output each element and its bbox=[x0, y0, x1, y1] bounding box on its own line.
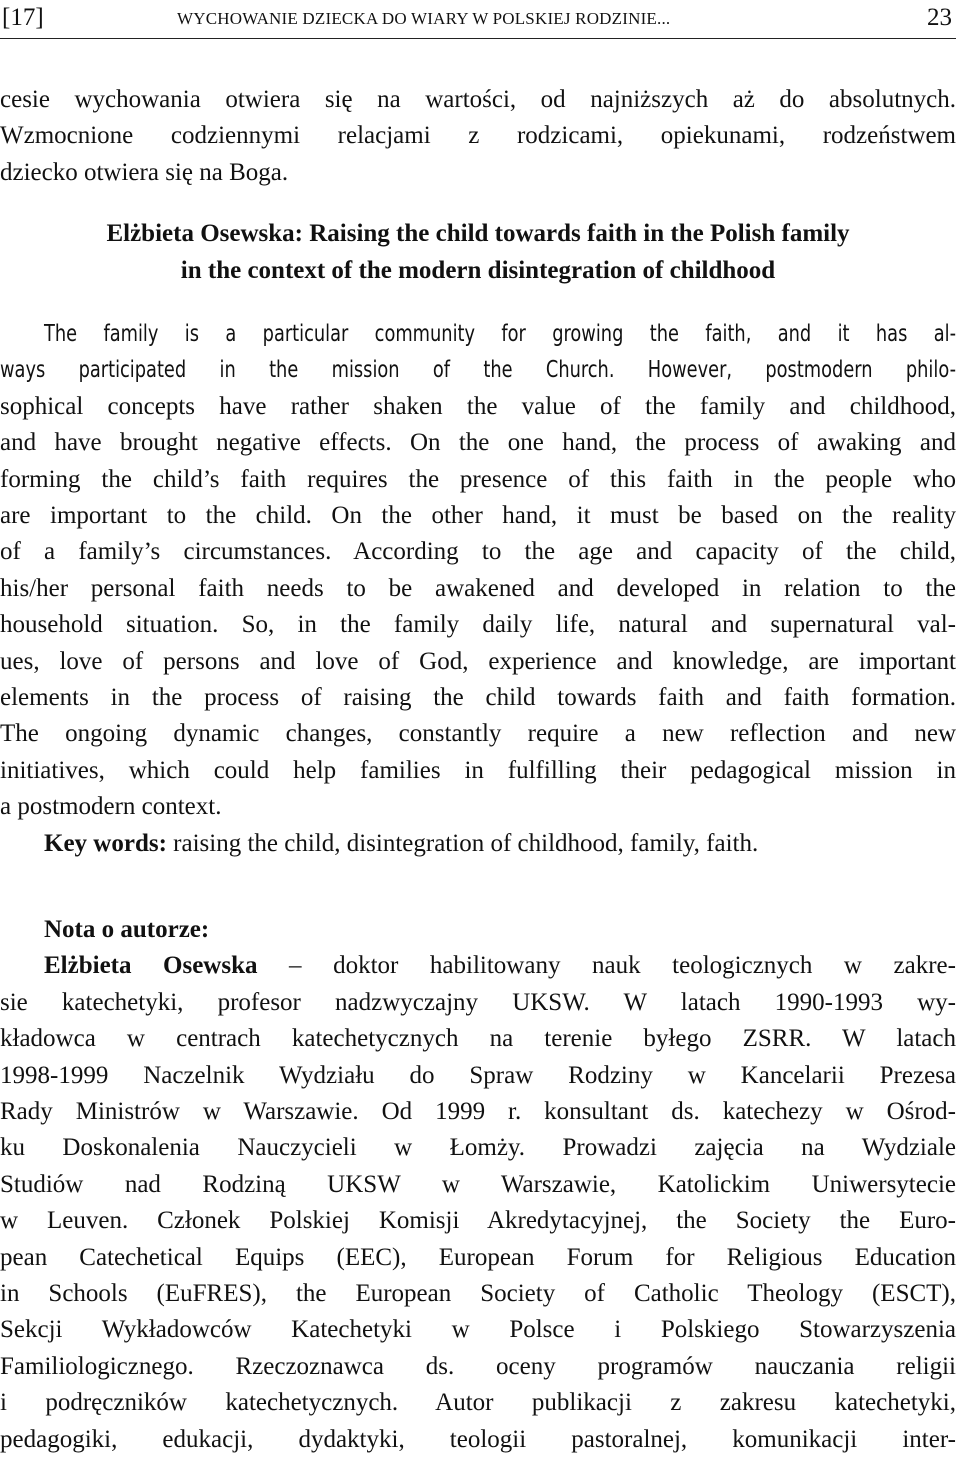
text-line bbox=[0, 316, 956, 352]
text-line bbox=[0, 948, 956, 984]
title-line: Elżbieta Osewska: Raising the child towards faith in the Polish family bbox=[106, 220, 850, 247]
author-name: Elżbieta Osewska bbox=[44, 952, 258, 980]
author-note-first-line: – doktor habilitowany nauk teologicznych w zakre- bbox=[257, 952, 956, 980]
text-line: and have brought negative effects. On the one hand, the process of awaking and bbox=[0, 429, 956, 457]
running-title: WYCHOWANIE DZIECKA DO WIARY W POLSKIEJ RODZINIE... bbox=[177, 9, 671, 28]
page-number: 23 bbox=[927, 4, 952, 31]
text-line: in Schools (EuFRES), the European Society of Catholic Theology (ESCT), bbox=[0, 1280, 956, 1308]
text-line: dziecko otwiera się na Boga. bbox=[0, 158, 289, 186]
text-line: 1998-1999 Naczelnik Wydziału do Spraw Rodziny w Kancelarii Prezesa bbox=[0, 1061, 956, 1089]
text-line: The ongoing dynamic changes, constantly require a new reflection and new bbox=[0, 720, 956, 748]
abstract-body bbox=[0, 316, 956, 862]
text-line: household situation. So, in the family daily life, natural and supernatural val- bbox=[0, 611, 956, 639]
abstract-title bbox=[0, 216, 956, 289]
author-note bbox=[0, 912, 956, 1458]
keywords-label: Key words: bbox=[44, 829, 167, 857]
text-line: of a family’s circumstances. According to the age and capacity of the child, bbox=[0, 538, 956, 566]
page-marker: [17] bbox=[2, 4, 44, 31]
text-line: sophical concepts have rather shaken the value of the family and childhood, bbox=[0, 392, 956, 420]
text-line: his/her personal faith needs to be awakened and developed in relation to the bbox=[0, 574, 956, 602]
text-line: Wzmocnione codziennymi relacjami z rodzicami, opiekunami, rodzeństwem bbox=[0, 122, 956, 150]
text-line: w Leuven. Członek Polskiej Komisji Akredytacyjnej, the Society the Euro- bbox=[0, 1207, 956, 1235]
sans-line-text: ways participated in the mission of the Church. However, postmodern philo- bbox=[0, 357, 956, 384]
intro-paragraph bbox=[0, 82, 956, 191]
keywords-line bbox=[0, 826, 956, 862]
text-line: are important to the child. On the other hand, it must be based on the reality bbox=[0, 502, 956, 530]
running-header bbox=[0, 0, 956, 39]
text-line: forming the child’s faith requires the presence of this faith in the people who bbox=[0, 465, 956, 493]
author-note-heading: Nota o autorze: bbox=[44, 916, 210, 943]
text-line: ku Doskonalenia Nauczycieli w Łomży. Prowadzi zajęcia na Wydziale bbox=[0, 1134, 956, 1162]
text-line: a postmodern context. bbox=[0, 793, 222, 821]
text-line: pean Catechetical Equips (EEC), European Forum for Religious Education bbox=[0, 1243, 956, 1271]
text-line: ues, love of persons and love of God, experience and knowledge, are important bbox=[0, 647, 956, 675]
sans-line-text: The family is a particular community for growing the faith, and it has al- bbox=[44, 321, 956, 347]
text-line: i podręczników katechetycznych. Autor publikacji z zakresu katechetyki, bbox=[0, 1389, 956, 1417]
text-line: pedagogiki, edukacji, dydaktyki, teologii pastoralnej, komunikacji inter- bbox=[0, 1425, 956, 1453]
title-line: in the context of the modern disintegration of childhood bbox=[180, 256, 776, 284]
text-line: kładowca w centrach katechetycznych na terenie byłego ZSRR. W latach bbox=[0, 1025, 956, 1053]
keywords-text: raising the child, disintegration of childhood, family, faith. bbox=[166, 829, 759, 857]
text-line: sie katechetyki, profesor nadzwyczajny UKSW. W latach 1990-1993 wy- bbox=[0, 988, 956, 1016]
text-line: Rady Ministrów w Warszawie. Od 1999 r. konsultant ds. katechezy w Ośrod- bbox=[0, 1098, 956, 1126]
text-line: Familiologicznego. Rzeczoznawca ds. oceny programów nauczania religii bbox=[0, 1352, 956, 1380]
text-line bbox=[0, 352, 956, 388]
text-line: initiatives, which could help families in fulfilling their pedagogical mission in bbox=[0, 756, 956, 784]
text-line: elements in the process of raising the child towards faith and faith formation. bbox=[0, 684, 956, 712]
text-line: cesie wychowania otwiera się na wartości, od najniższych aż do absolutnych. bbox=[0, 86, 956, 113]
text-line: Studiów nad Rodziną UKSW w Warszawie, Katolickim Uniwersytecie bbox=[0, 1170, 956, 1198]
text-line: Sekcji Wykładowców Katechetyki w Polsce i Polskiego Stowarzyszenia bbox=[0, 1316, 956, 1344]
